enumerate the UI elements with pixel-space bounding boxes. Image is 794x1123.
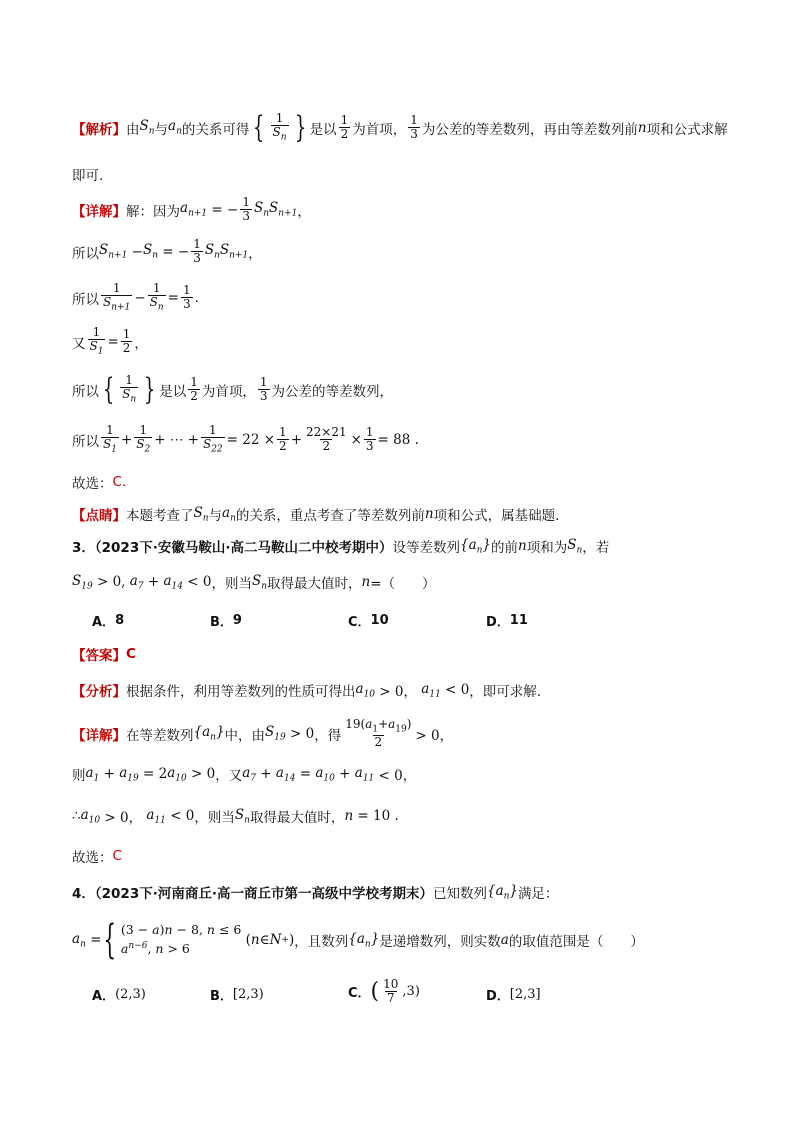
comment-line: 【点睛】 本题考查了 $S_n$ 与 $a_n$ 的关系，重点考查了等差数列前 n 项和公式，属基础题.	[72, 504, 560, 524]
detail-tag: 【详解】	[72, 203, 126, 220]
q3-option-b[interactable]: B． 9	[210, 613, 242, 630]
q4-number: 4．（2023下·河南商丘·高一商丘市第一高级中学校考期末）	[72, 886, 433, 902]
q4-stem-line-2: $a_n$ = { (3 − a)n − 8, n ≤ 6 $a^{n-6}$, n > 6 ( n ∈ N + ) ，且数列 $\{a_n\}$ 是递增数列，则实数 a 的取值范围是（ ）	[72, 917, 644, 963]
detail-line-6: 所以 $\frac{1}{S_1}$ + $\frac{1}{S_2}$ + ⋯ + $\frac{1}{S_{22}}$ = 22 × $\frac{1}{2}$ + $\frac{22\times 21}{2}$ × $\frac{1}{3}$ = 88 .	[72, 423, 419, 455]
q3-answer-line	[72, 644, 136, 664]
detail-line-2: 所以 $S_{n+1}$ − $S_n$ = − $\frac{1}{3}$ $S_nS_{n+1}$ ，	[72, 237, 262, 266]
detail-line-3: 所以 $\frac{1}{S_{n+1}}$ − $\frac{1}{S_n}$ = $\frac{1}{3}$ .	[72, 281, 199, 313]
q3-analysis-tag: 【分析】	[72, 684, 126, 700]
q4-stem-line-1: 4．（2023下·河南商丘·高一商丘市第一高级中学校考期末） 已知数列 $\{a_n\}$ 满足：	[72, 882, 559, 902]
detail-line-1: 【详解】 解：因为 $a_{n+1}$ = − $\frac{1}{3}$ $S_nS_{n+1}$ ，	[72, 195, 311, 224]
q3-option-a[interactable]: A． 8	[92, 613, 125, 630]
analysis-line-2: 即可.	[72, 168, 104, 184]
q3-answer: C	[126, 646, 136, 662]
q4-option-c[interactable]: C． ( $\frac{10}{7}$ ,3)	[348, 977, 420, 1006]
q3-number: 3．（2023下·安徽马鞍山·高二马鞍山二中校考期中）	[72, 540, 393, 556]
q3-detail-line-2: 则 $a_1$ + $a_{19}$ = 2 $a_{10}$ > 0 ，又 $a_7$ + $a_{14}$ = $a_{10}$ + $a_{11}$ < 0，	[72, 764, 417, 784]
q4-option-d[interactable]: D． [2,3]	[486, 987, 541, 1004]
q3-detail-line-3: ∴ $a_{10}$ > 0， $a_{11}$ < 0 ，则当 $S_n$ 取得最大值时， n = 10 .	[72, 806, 399, 826]
q3-option-d[interactable]: D． 11	[486, 613, 528, 630]
q3-choose-line: 故选： C	[72, 848, 122, 866]
q3-stem-line-1: 3．（2023下·安徽马鞍山·高二马鞍山二中校考期中） 设等差数列 $\{a_n\}$ 的前 n 项和为 $S_n$ ，若	[72, 536, 610, 556]
q3-option-c[interactable]: C． 10	[348, 613, 389, 630]
analysis-line: 【解析】 由 $S_n$ 与 $a_n$ 的关系可得 { $\frac{1}{S_n}$ } 是以 $\frac{1}{2}$ 为首项， $\frac{1}{3}$ 为公差的等差数列，再由等差数列前 n 项和公式求解	[72, 109, 728, 145]
analysis-tag: 【解析】	[72, 121, 126, 138]
q3-stem-line-2: $S_{19}$ > 0, $a_7$ + $a_{14}$ < 0 ，则当 $S_n$ 取得最大值时， n =（ ）	[72, 572, 436, 592]
detail-line-5: 所以 { $\frac{1}{S_n}$ } 是以 $\frac{1}{2}$ 为首项， $\frac{1}{3}$ 为公差的等差数列，	[72, 371, 393, 407]
comment-tag: 【点睛】	[72, 508, 126, 524]
q3-detail-tag: 【详解】	[72, 727, 126, 744]
q3-answer-tag: 【答案】	[72, 648, 126, 664]
detail-line-4: 又 $\frac{1}{S_1}$ = $\frac{1}{2}$ ，	[72, 325, 148, 357]
q3-analysis-line: 【分析】 根据条件，利用等差数列的性质可得出 $a_{10}$ > 0， $a_{11}$ < 0 ，即可求解.	[72, 680, 542, 700]
q4-option-a[interactable]: A． (2,3)	[92, 987, 146, 1004]
q4-option-b[interactable]: B． [2,3)	[210, 987, 264, 1004]
choose-line: 故选： C.	[72, 474, 127, 492]
q3-detail-line-1: 【详解】 在等差数列 $\{a_n\}$ 中，由 $S_{19}$ > 0 ，得 $\frac{19(a_1+a_{19})}{2}$ > 0，	[72, 717, 454, 750]
